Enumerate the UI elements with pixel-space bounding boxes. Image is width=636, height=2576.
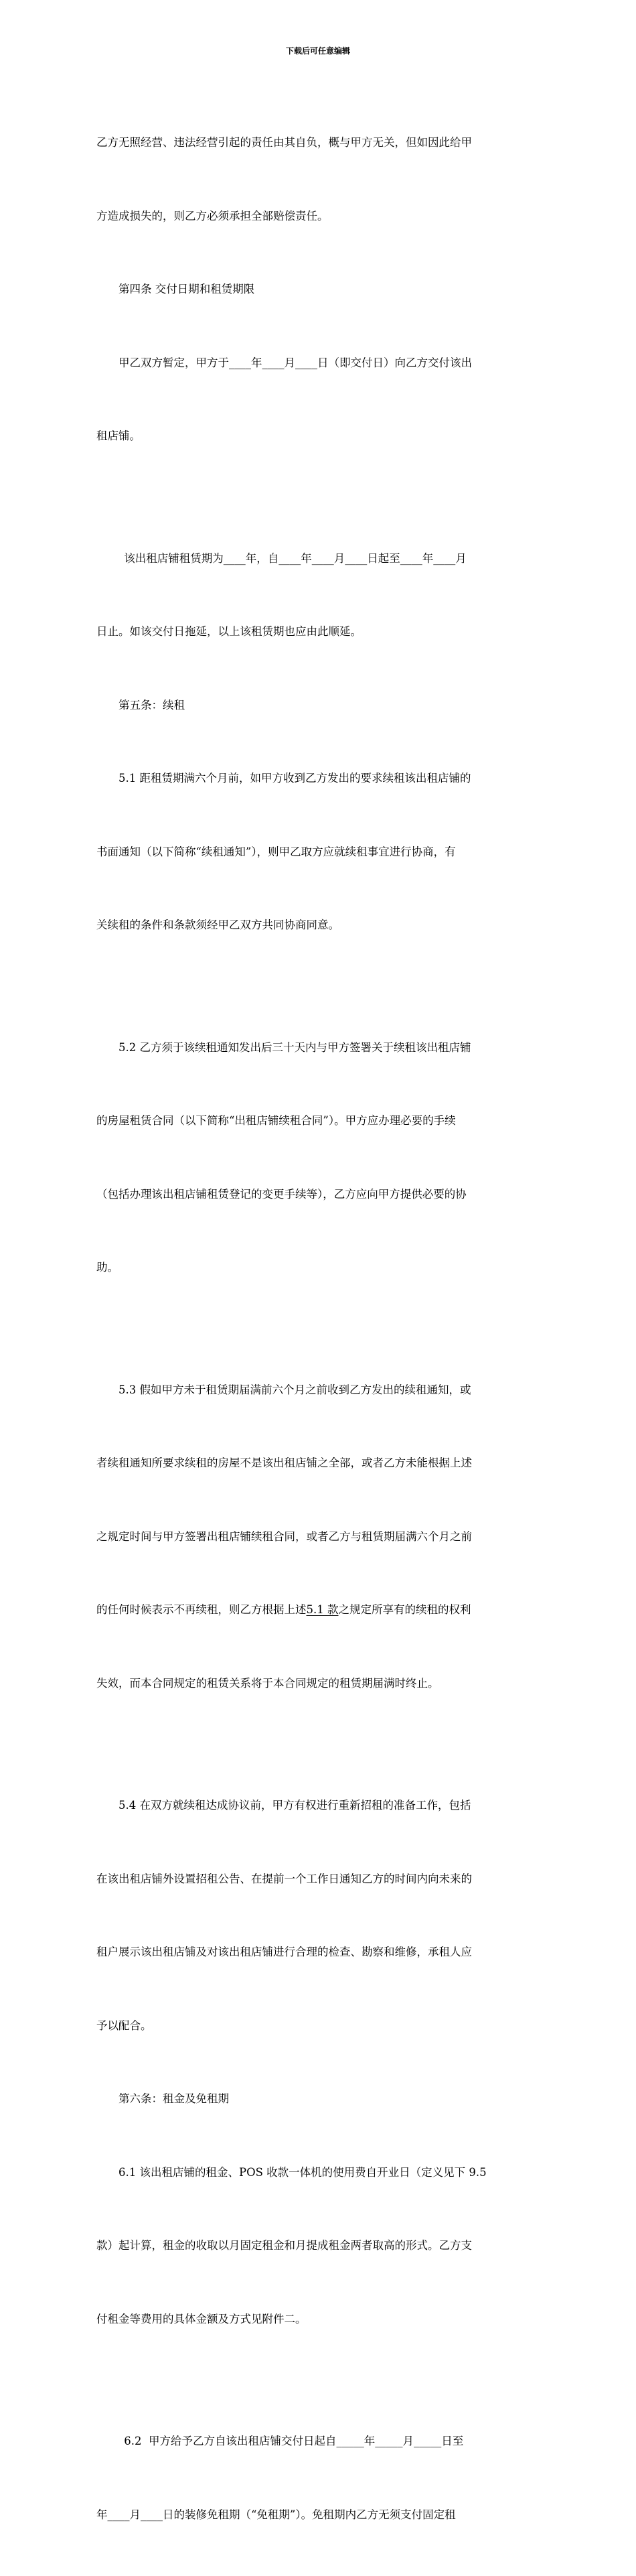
text-line: 付租金等费用的具体金额及方式见附件二。	[96, 2312, 307, 2325]
paragraph-delivery-date	[96, 302, 540, 498]
text-line: 5.1 距租赁期满六个月前，如甲方收到乙方发出的要求续租该出租店铺的	[118, 772, 471, 785]
text-line: 乙方无照经营、违法经营引起的责任由其自负，概与甲方无关，但如因此给甲	[96, 136, 472, 149]
text-line: 日止。如该交付日拖延，以上该租赁期也应由此顺延。	[96, 625, 362, 638]
text-fragment: 的任何时候表示不再续租，则乙方根据上述	[96, 1603, 307, 1616]
paragraph-liability	[96, 82, 540, 277]
text-line: 在该出租店铺外设置招租公告、在提前一个工作日通知乙方的时间内向未来的	[96, 1872, 472, 1885]
text-line: 租店铺。	[96, 429, 141, 442]
text-line: 该出租店铺租赁期为____年，自____年____月____日起至____年____月	[124, 551, 467, 565]
paragraph-5-3	[96, 1329, 540, 1745]
text-line: 方造成损失的，则乙方必须承担全部赔偿责任。	[96, 209, 329, 222]
text-line: 书面通知（以下简称“续租通知”），则甲乙取方应就续租事宜进行协商，有	[96, 845, 456, 858]
text-line: 5.2 乙方须于该续租通知发出后三十天内与甲方签署关于续租该出租店铺	[118, 1040, 471, 1054]
text-fragment: 之规定所享有的续租的权利	[338, 1603, 471, 1616]
text-line: 关续租的条件和条款须经甲乙双方共同协商同意。	[96, 919, 339, 931]
text-line: 失效，而本合同规定的租赁关系将于本合同规定的租赁期届满时终止。	[96, 1676, 439, 1690]
text-line: 助。	[96, 1261, 118, 1274]
text-line: 之规定时间与甲方签署出租店铺续租合同，或者乙方与租赁期届满六个月之前	[96, 1530, 472, 1543]
text-line: 6.2 甲方给予乙方自该出租店铺交付日起自_____年_____月_____日至	[124, 2435, 464, 2447]
heading-article-4: 第四条 交付日期和租赁期限	[118, 283, 255, 295]
text-line: 的房屋租赁合同（以下简称“出租店铺续租合同”）。甲方应办理必要的手续	[96, 1114, 456, 1127]
page-header: 下载后可任意编辑	[285, 46, 350, 56]
paragraph-6-1	[96, 2112, 540, 2381]
text-line: 甲乙双方暂定，甲方于____年____月____日（即交付日）向乙方交付该出	[118, 356, 472, 369]
paragraph-lease-term	[96, 498, 540, 693]
paragraph-6-2	[96, 2380, 540, 2576]
text-line: 5.4 在双方就续租达成协议前，甲方有权进行重新招租的准备工作，包括	[118, 1799, 471, 1812]
text-line: 5.3 假如甲方未于租赁期届满前六个月之前收到乙方发出的续租通知，或	[118, 1383, 471, 1396]
clause-reference-5-1: 5.1 款	[306, 1603, 339, 1616]
text-line	[96, 1598, 540, 1623]
heading-article-5: 第五条：续租	[118, 698, 185, 711]
text-line: 租户展示该出租店铺及对该出租店铺进行合理的检查、勘察和维修，承租人应	[96, 1946, 472, 1958]
paragraph-5-2	[96, 987, 540, 1329]
text-line: 款）起计算，租金的收取以月固定租金和月提成租金两者取高的形式。乙方支	[96, 2239, 472, 2252]
paragraph-5-1	[96, 718, 540, 987]
paragraph-5-4	[96, 1745, 540, 2087]
heading-article-6: 第六条：租金及免租期	[118, 2092, 229, 2105]
text-line: 予以配合。	[96, 2019, 152, 2032]
text-line: （包括办理该出租店铺租赁登记的变更手续等），乙方应向甲方提供必要的协	[96, 1187, 467, 1201]
document-body	[96, 82, 540, 2576]
text-line: 者续租通知所要求续租的房屋不是该出租店铺之全部，或者乙方未能根据上述	[96, 1456, 472, 1469]
text-line: 6.1 该出租店铺的租金、POS 收款一体机的使用费自开业日（定义见下 9.5	[118, 2165, 487, 2179]
text-line: 年____月____日的装修免租期（“免租期”）。免租期内乙方无须支付固定租	[96, 2508, 456, 2521]
